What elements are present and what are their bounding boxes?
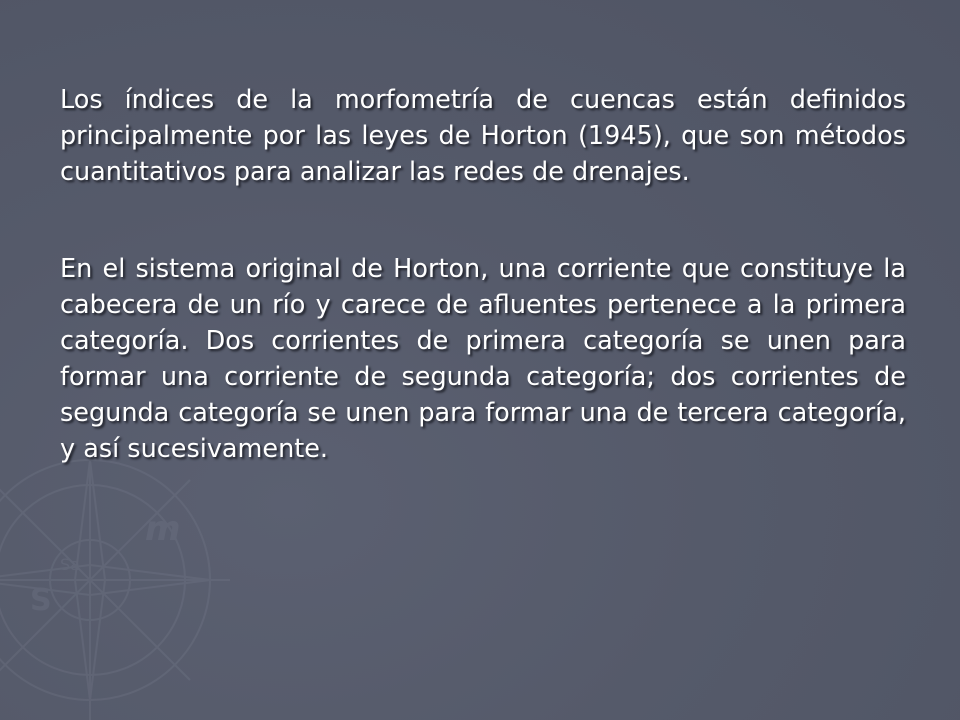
compass-letter-sa: Sa [60,555,80,574]
paragraph-text: Los índices de la morfometría de cuencas están definidos principalmente por las leyes de Horton (1945), que son métodos cuantitativos para analizar las redes de drenajes. [60,85,906,187]
compass-letter-m: m [145,509,181,549]
compass-letter-s: S [30,583,52,618]
paragraph-horton-indices [60,82,906,190]
paragraph-horton-categories [60,251,906,467]
paragraph-text: En el sistema original de Horton, una corriente que constituye la cabecera de un río y carece de afluentes pertenece a la primera categoría. Dos corrientes de primera categoría se unen para formar una corriente de segunda categoría; dos corrientes de segunda categoría se unen para formar una de tercera categoría, y así sucesivamente. [60,254,906,464]
compass-watermark-icon [0,430,240,720]
